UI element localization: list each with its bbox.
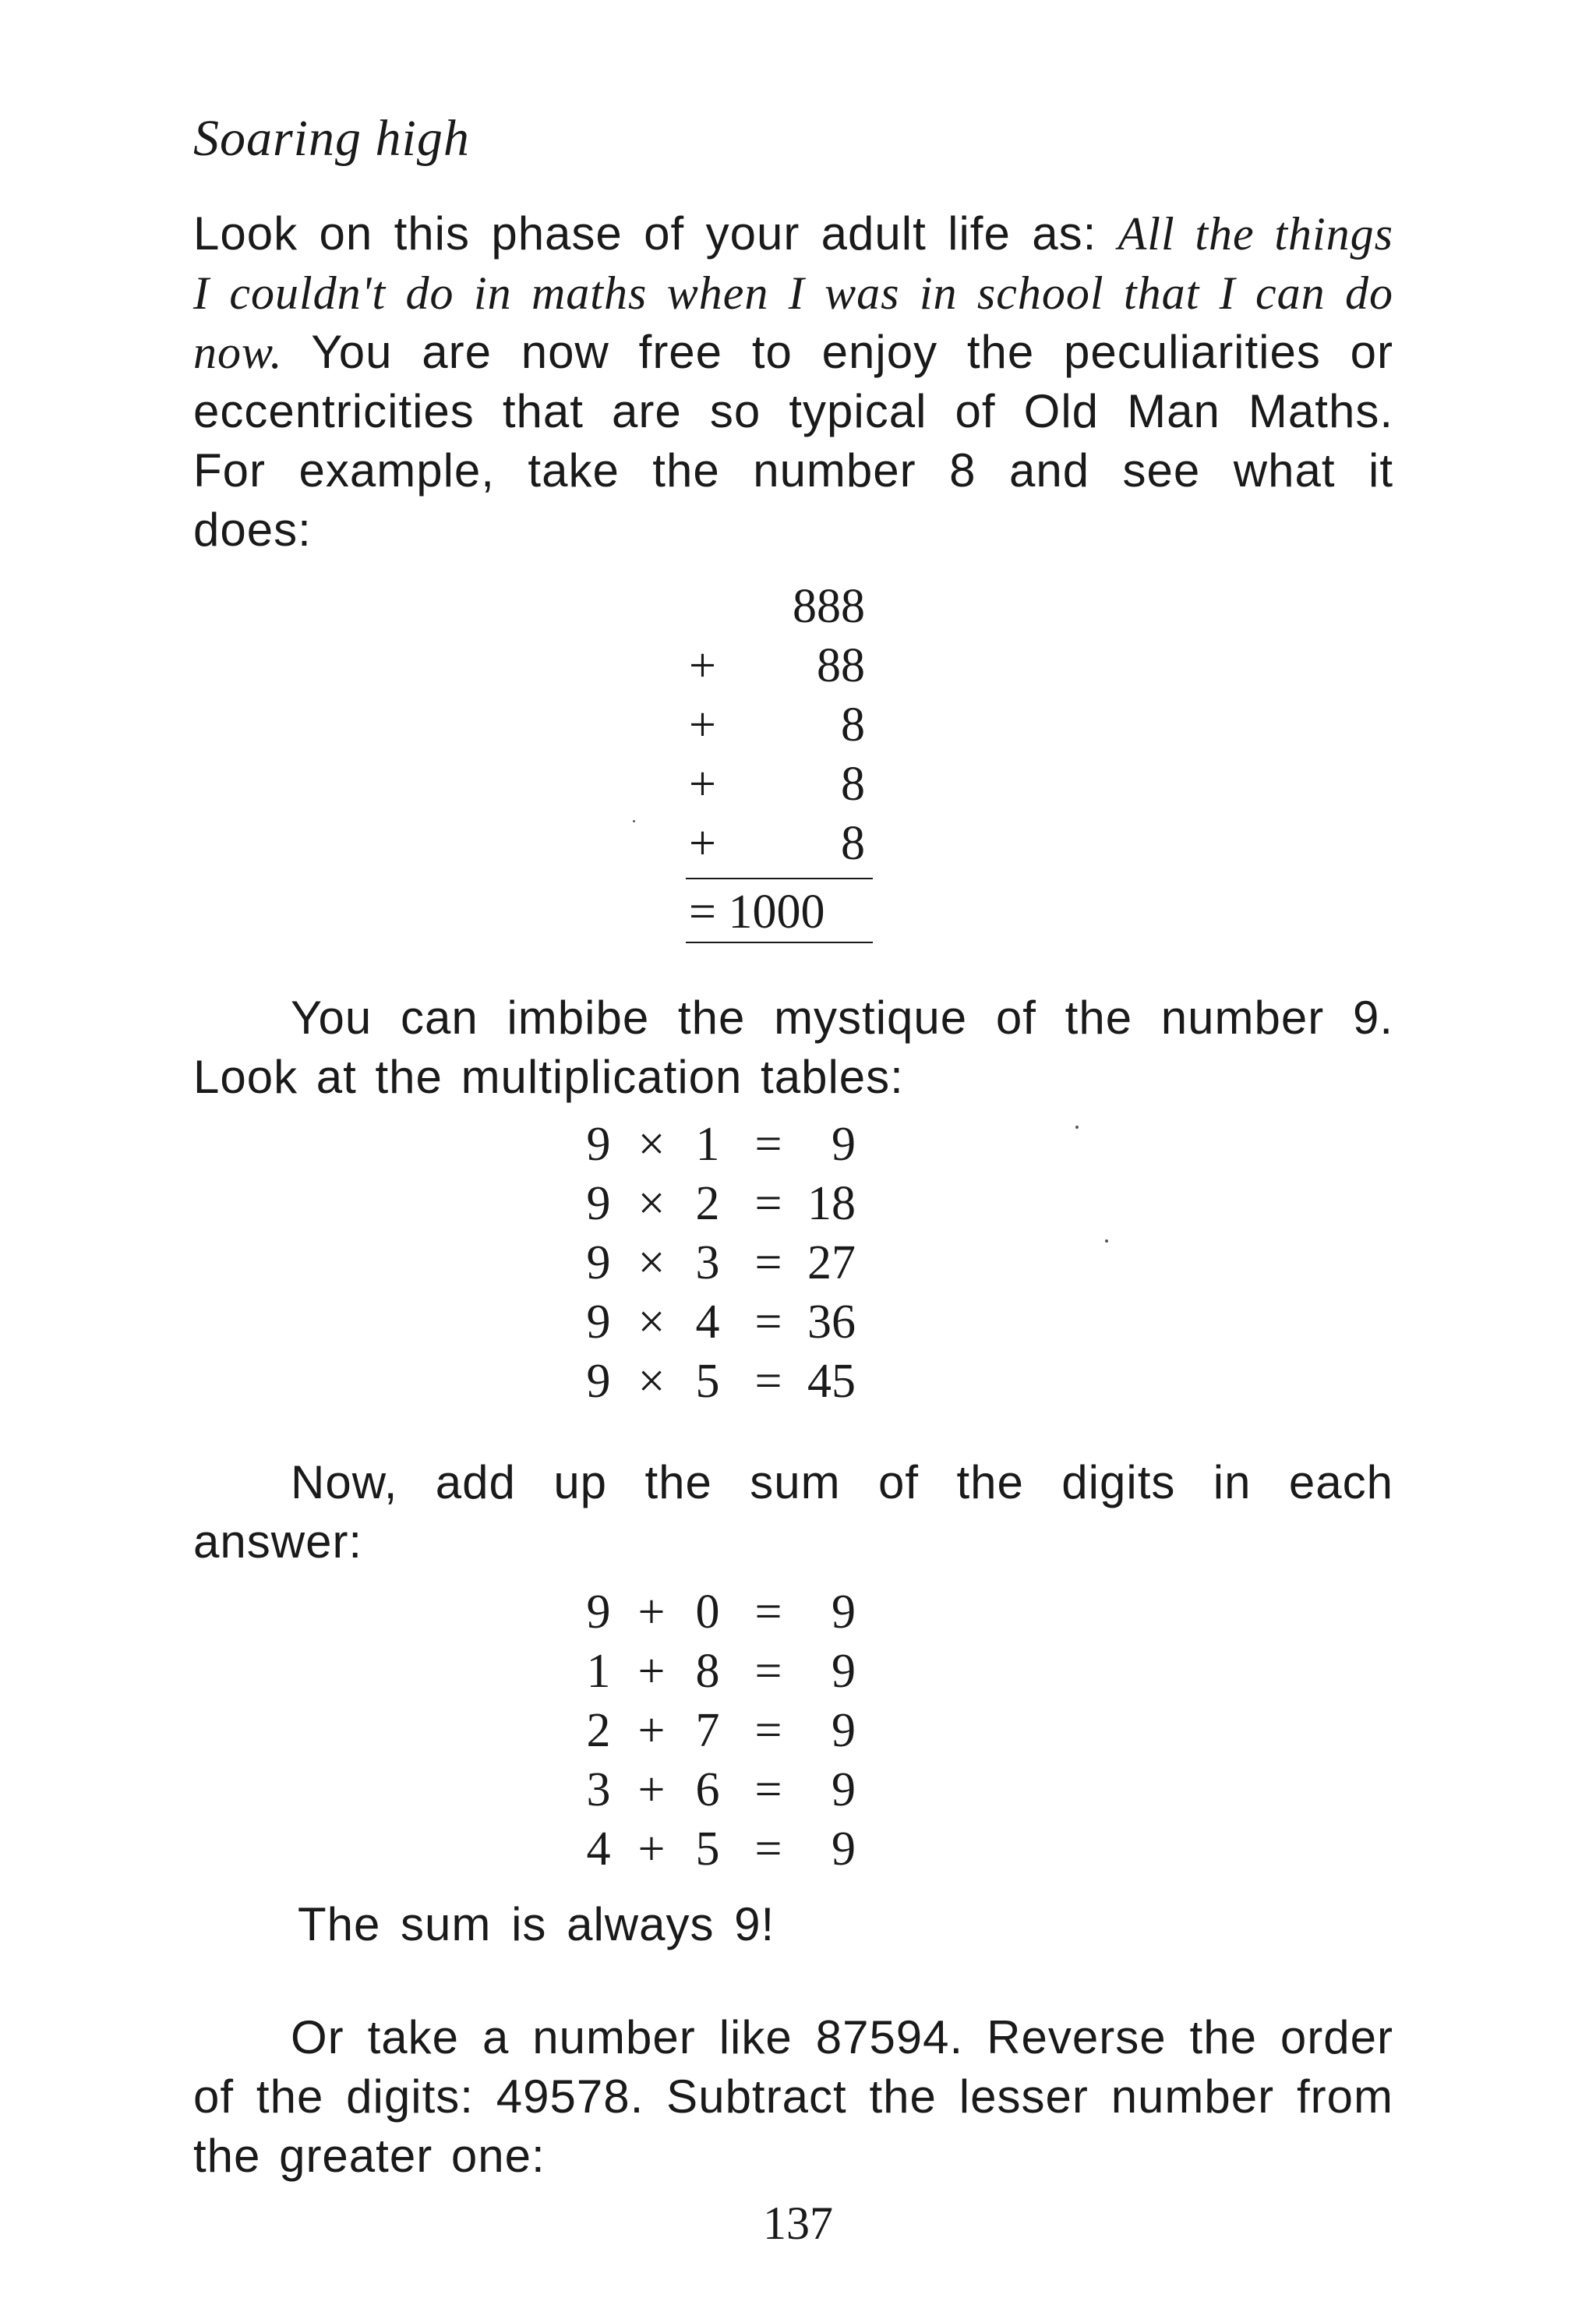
intro-rest-text: You are now free to enjoy the peculiarities or eccentricities that are so typical of Old Man Maths. For example, take the number 8 and see what it does: (193, 326, 1393, 556)
digit-sum-paragraph-text: Now, add up the sum of the digits in each answer: (193, 1456, 1393, 1568)
plus-sign: + (637, 1645, 666, 1698)
factor-a: 9 (586, 1177, 611, 1230)
digit-sum: 9 (832, 1823, 856, 1876)
multiplication-row (583, 1292, 895, 1352)
addition-example (678, 577, 881, 939)
addition-value: 8 (841, 698, 865, 751)
addition-value: 888 (793, 580, 865, 633)
factor-a: 9 (586, 1236, 611, 1289)
addition-row (678, 695, 881, 755)
digit-sum-table (583, 1582, 895, 1879)
digit-a: 9 (586, 1586, 611, 1639)
addition-total: = 1000 (689, 886, 825, 939)
intro-text: Look on this phase of your adult life as: (193, 207, 1118, 260)
digit-b: 8 (695, 1645, 720, 1698)
digit-sum: 9 (832, 1704, 856, 1757)
print-speck (1075, 1126, 1079, 1129)
addition-value: 8 (841, 758, 865, 811)
factor-a: 9 (586, 1296, 611, 1349)
print-speck (1105, 1239, 1108, 1243)
digit-a: 2 (586, 1704, 611, 1757)
digit-b: 5 (695, 1823, 720, 1876)
digit-b: 0 (695, 1586, 720, 1639)
equals-sign: = (754, 1296, 782, 1349)
addition-value: 88 (817, 639, 865, 692)
sum-rule-top (686, 878, 873, 879)
digit-sum-row (583, 1760, 895, 1819)
plus-sign: + (637, 1823, 666, 1876)
times-sign: × (637, 1236, 666, 1289)
multiplication-row (583, 1352, 895, 1411)
reverse-digits-paragraph (193, 2008, 1393, 2186)
equals-sign: = (754, 1118, 782, 1171)
sum-rule-bottom (686, 942, 873, 943)
digit-sum: 9 (832, 1645, 856, 1698)
addition-row (678, 636, 881, 695)
equals-sign: = (754, 1704, 782, 1757)
plus-sign: + (637, 1586, 666, 1639)
product: 18 (807, 1177, 856, 1230)
digit-sum: 9 (832, 1763, 856, 1816)
times-sign: × (637, 1296, 666, 1349)
section-heading: Soaring high (193, 110, 470, 167)
times-sign: × (637, 1355, 666, 1408)
product: 27 (807, 1236, 856, 1289)
plus-sign: + (637, 1704, 666, 1757)
equals-sign: = (754, 1236, 782, 1289)
digit-sum-row (583, 1582, 895, 1642)
intro-italic-quote: All the things I couldn't do in maths when I was in school that I can do now. (193, 208, 1394, 378)
nine-paragraph (193, 988, 1393, 1107)
equals-sign: = (754, 1645, 782, 1698)
addition-operator: + (689, 758, 716, 811)
addition-operator: + (689, 698, 716, 751)
addition-value: 8 (841, 817, 865, 870)
digit-sum-row (583, 1642, 895, 1701)
product: 45 (807, 1355, 856, 1408)
reverse-digits-paragraph-text: Or take a number like 87594. Reverse the order of the digits: 49578. Subtract the lesser number from the greater one: (193, 2011, 1393, 2182)
equals-sign: = (754, 1177, 782, 1230)
print-speck (633, 820, 635, 822)
factor-b: 5 (695, 1355, 720, 1408)
multiplication-row (583, 1233, 895, 1292)
digit-sum-row (583, 1701, 895, 1760)
equals-sign: = (754, 1586, 782, 1639)
nine-paragraph-text: You can imbibe the mystique of the number 9. Look at the multiplication tables: (193, 992, 1393, 1103)
digit-a: 4 (586, 1823, 611, 1876)
digit-sum-paragraph (193, 1453, 1393, 1572)
factor-b: 1 (695, 1118, 720, 1171)
addition-row (678, 814, 881, 873)
multiplication-table (583, 1115, 895, 1411)
factor-b: 4 (695, 1296, 720, 1349)
digit-sum: 9 (832, 1586, 856, 1639)
times-sign: × (637, 1118, 666, 1171)
factor-b: 2 (695, 1177, 720, 1230)
digit-a: 1 (586, 1645, 611, 1698)
product: 36 (807, 1296, 856, 1349)
digit-a: 3 (586, 1763, 611, 1816)
factor-a: 9 (586, 1118, 611, 1171)
addition-row (678, 755, 881, 814)
factor-a: 9 (586, 1355, 611, 1408)
digit-sum-row (583, 1819, 895, 1879)
equals-sign: = (754, 1823, 782, 1876)
factor-b: 3 (695, 1236, 720, 1289)
plus-sign: + (637, 1763, 666, 1816)
intro-paragraph (193, 204, 1393, 560)
product: 9 (832, 1118, 856, 1171)
equals-sign: = (754, 1763, 782, 1816)
digit-b: 7 (695, 1704, 720, 1757)
multiplication-row (583, 1174, 895, 1233)
addition-operator: + (689, 639, 716, 692)
equals-sign: = (754, 1355, 782, 1408)
times-sign: × (637, 1177, 666, 1230)
sum-conclusion: The sum is always 9! (298, 1898, 775, 1950)
multiplication-row (583, 1115, 895, 1174)
page-number: 137 (763, 2197, 833, 2249)
digit-b: 6 (695, 1763, 720, 1816)
addition-operator: + (689, 817, 716, 870)
addition-row (678, 577, 881, 636)
